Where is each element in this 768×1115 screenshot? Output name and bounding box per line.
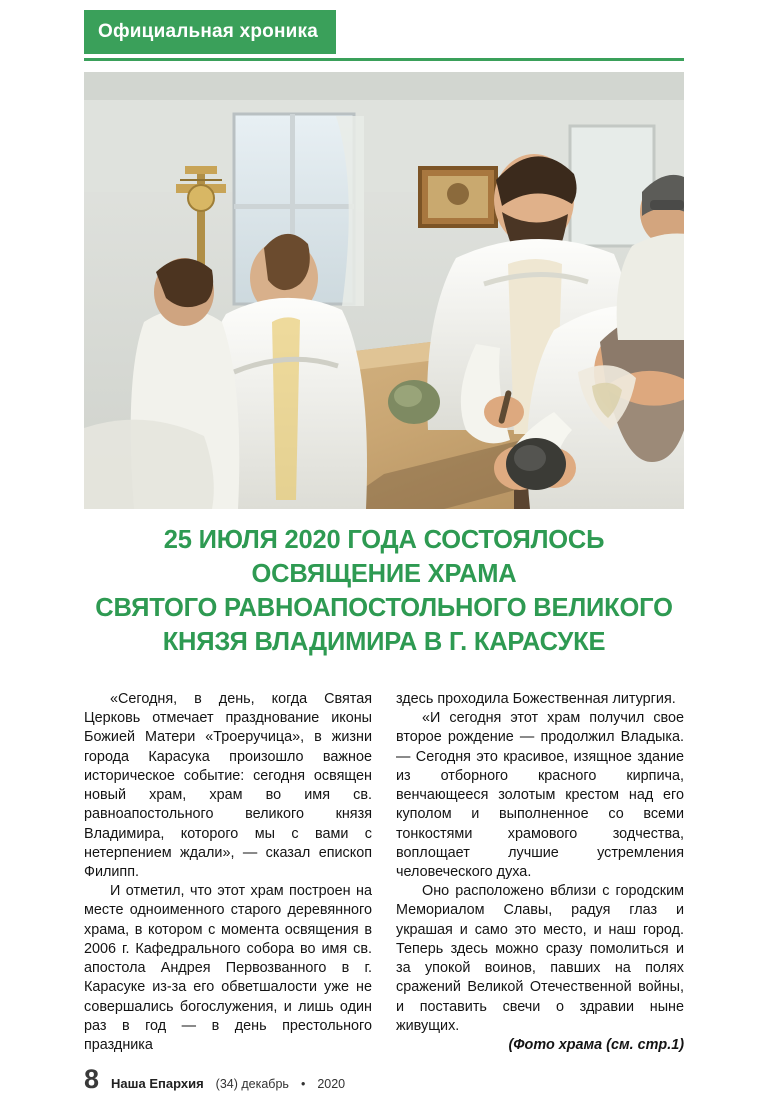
- issue-year: 2020: [317, 1077, 346, 1091]
- headline-line-1: 25 ИЮЛЯ 2020 ГОДА СОСТОЯЛОСЬ: [163, 526, 605, 554]
- page-title: [84, 524, 684, 660]
- column-right: [396, 690, 684, 1055]
- paragraph: Оно расположено вблизи с городским Мемориалом Славы, радуя глаз и украшая и само это место, и наш город. Теперь здесь можно сразу помолиться и за упокой воинов, павших на полях сражений Великой Отечественной войны, и поставить свечи о здравии ныне живущих.: [396, 883, 684, 1034]
- section-header-band: [84, 10, 336, 54]
- journal-name: Наша Епархия: [111, 1076, 204, 1091]
- headline-line-2: ОСВЯЩЕНИЕ ХРАМА: [251, 559, 517, 588]
- issue-label: (34) декабрь: [215, 1077, 289, 1091]
- photo-illustration: [84, 72, 684, 509]
- header-divider: [84, 58, 684, 61]
- paragraph: «Сегодня, в день, когда Святая Церковь отмечает празднование иконы Божией Матери «Троеручица», в жизни города Карасука произошло важное историческое событие: сегодня освящен новый храм, храм во имя св. равноапостольного великого князя Владимира, которого мы с вами с нетерпением ждали», — сказал епископ Филипп.: [84, 691, 372, 880]
- paragraph: здесь проходила Божественная литургия.: [396, 691, 676, 707]
- church-consecration-photo: [84, 72, 684, 509]
- page-number: 8: [84, 1064, 100, 1094]
- paragraph: И отметил, что этот храм построен на месте одноименного старого деревянного храма, в котором с момента освящения в 2006 г. Кафедрального собора во имя св. апостола Андрея Первозванного в г. Карасуке из-за его обветшалости уже не совершались богослужения, и лишь один раз в год — в день престольного праздника: [84, 883, 372, 1053]
- headline-line-4: КНЯЗЯ ВЛАДИМИРА В Г. КАРАСУКЕ: [162, 627, 606, 656]
- page-footer: [84, 1066, 684, 1093]
- footer-separator: •: [300, 1077, 306, 1091]
- column-left: [84, 690, 372, 1055]
- paragraph: «И сегодня этот храм получил свое второе рождение — продолжил Владыка. — Сегодня это красивое, изящное здание из отборного красного кирпича, венчающееся золотым крестом над его куполом и выполненное со всеми тонкостями храмового зодчества, воплощает лучшие устремления человеческого духа.: [396, 710, 684, 880]
- section-title: Официальная хроника: [98, 21, 318, 42]
- article-body: [84, 690, 684, 1055]
- headline-line-3: СВЯТОГО РАВНОАПОСТОЛЬНОГО ВЕЛИКОГО: [95, 593, 673, 622]
- photo-caption: (Фото храма (см. стр.1): [508, 1036, 684, 1053]
